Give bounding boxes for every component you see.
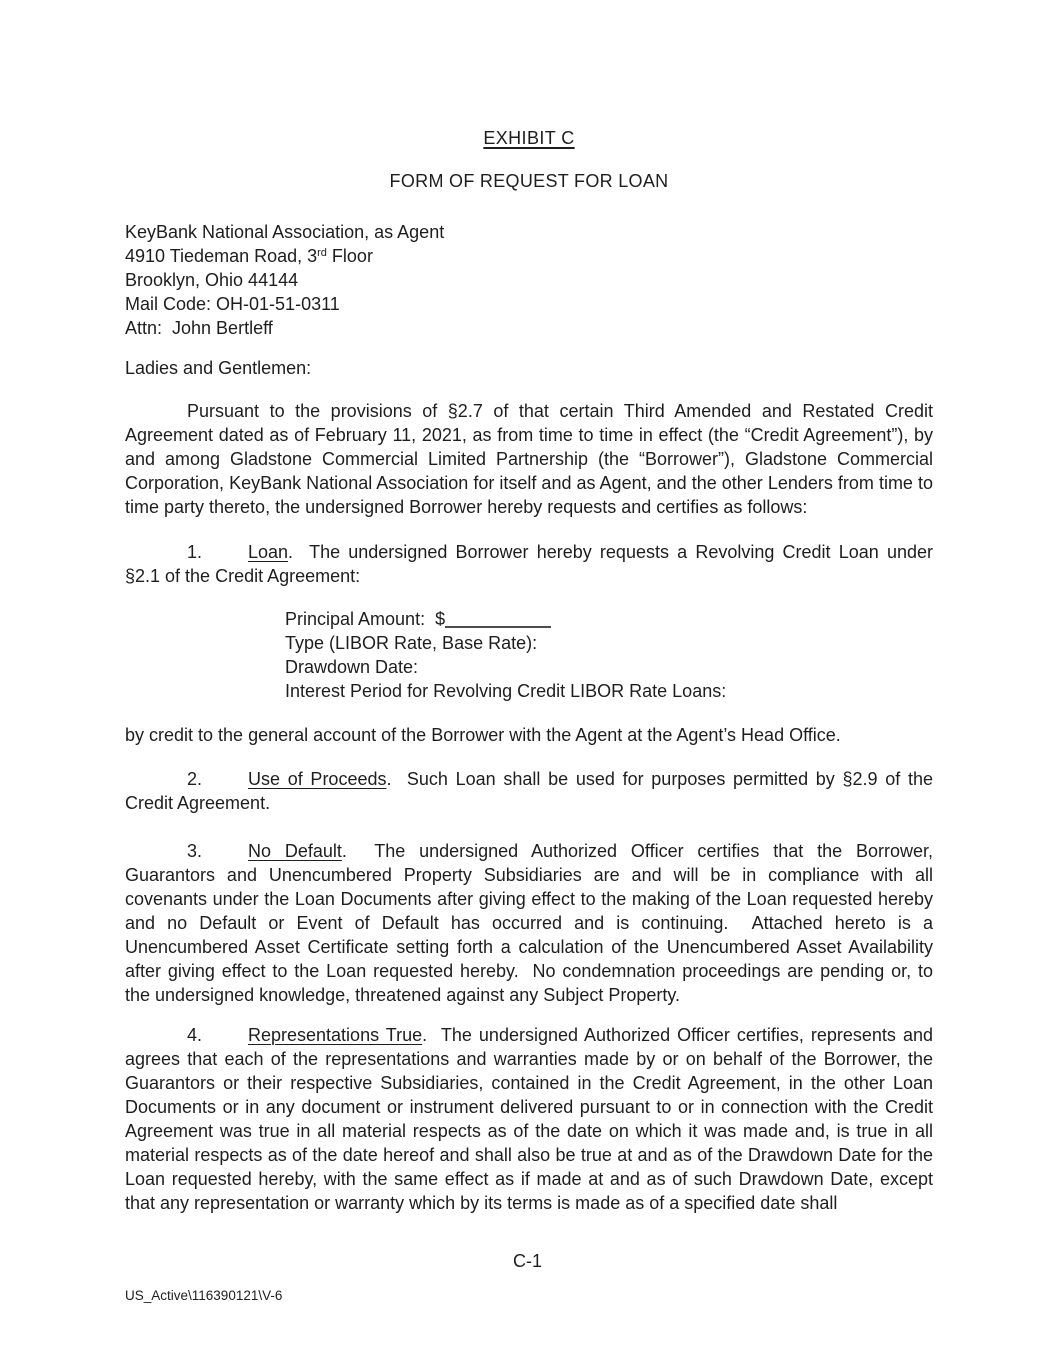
- street-text: 4910 Tiedeman Road, 3: [125, 246, 318, 266]
- paragraph-heading: No Default: [248, 841, 342, 861]
- street-text-after: Floor: [326, 246, 373, 266]
- numbered-paragraph-representations-true: [125, 1023, 939, 1215]
- doc-reference: US_Active\116390121\V-6: [125, 1288, 283, 1303]
- loan-details-block: [285, 607, 933, 703]
- paragraph-body: . Such Loan shall be used for purposes permitted by §2.9 of the Credit Agreement.: [125, 769, 939, 813]
- paragraph-number: 2.: [187, 769, 203, 789]
- drawdown-date-row: Drawdown Date:: [285, 657, 419, 677]
- page-number: C-1: [512, 1251, 542, 1271]
- address-line-mailcode: Mail Code: OH-01-51-0311: [125, 294, 340, 314]
- paragraph-heading: Use of Proceeds: [248, 769, 387, 789]
- exhibit-title: [125, 0, 933, 150]
- credit-note: by credit to the general account of the Borrower with the Agent at the Agent’s Head Office.: [125, 725, 841, 745]
- intro-paragraph: Pursuant to the provisions of §2.7 of that certain Third Amended and Restated Credit Agreement dated as of February 11, 2021, as from time to time in effect (the “Credit Agreement”), by and among Gladstone Commercial Limited Partnership (the “Borrower”), Gladstone Commercial Corporation, KeyBank National Association for itself and as Agent, and the other Lenders from time to time party thereto, the undersigned Borrower hereby requests and certifies as follows:: [125, 401, 939, 517]
- salutation: Ladies and Gentlemen:: [125, 358, 312, 378]
- paragraph-heading: Representations True: [248, 1025, 423, 1045]
- paragraph-heading: Loan: [248, 542, 289, 562]
- paragraph-body: . The undersigned Borrower hereby requests a Revolving Credit Loan under §2.1 of the Credit Agreement:: [125, 542, 939, 586]
- recipient-address: [125, 220, 933, 340]
- document-content: [125, 0, 939, 1215]
- interest-period-row: Interest Period for Revolving Credit LIBOR Rate Loans:: [285, 681, 727, 701]
- paragraph-body: . The undersigned Authorized Officer certifies, represents and agrees that each of the representations and warranties made by or on behalf of the Borrower, the Guarantors or their respective Subsidiaries, contained in the Credit Agreement, in the other Loan Documents or in any document or instrument delivered pursuant to or in connection with the Credit Agreement was true in all material respects as of the date on which it was made and, is true in all material respects as of the date hereof and shall also be true at and as of the Drawdown Date for the Loan requested hereby, with the same effect as if made at and as of such Drawdown Date, except that any representation or warranty which by its terms is made as of a specified date shall: [125, 1025, 939, 1213]
- type-row: Type (LIBOR Rate, Base Rate):: [285, 633, 538, 653]
- address-line-name: KeyBank National Association, as Agent: [125, 222, 445, 242]
- numbered-paragraph-use-of-proceeds: [125, 767, 939, 815]
- numbered-paragraph-no-default: [125, 839, 939, 1007]
- paragraph-number: 3.: [187, 841, 203, 861]
- principal-amount-row: [285, 607, 933, 631]
- address-line-attn: Attn: John Bertleff: [125, 318, 273, 338]
- numbered-paragraph-loan: [125, 540, 939, 588]
- principal-amount-label: Principal Amount: $: [285, 609, 446, 629]
- address-line-street: [125, 244, 933, 268]
- principal-amount-blank: [445, 610, 551, 628]
- ordinal-superscript: rd: [317, 247, 327, 259]
- exhibit-title-text: EXHIBIT C: [483, 128, 575, 148]
- paragraph-body: . The undersigned Authorized Officer certifies that the Borrower, Guarantors and Unencumbered Property Subsidiaries are and will be in compliance with all covenants under the Loan Documents after giving effect to the making of the Loan requested hereby and no Default or Event of Default has occurred and is continuing. Attached hereto is a Unencumbered Asset Certificate setting forth a calculation of the Unencumbered Asset Availability after giving effect to the Loan requested hereby. No condemnation proceedings are pending or, to the undersigned knowledge, threatened against any Subject Property.: [125, 841, 939, 1005]
- address-line-city: Brooklyn, Ohio 44144: [125, 270, 299, 290]
- paragraph-number: 1.: [187, 542, 203, 562]
- form-title: FORM OF REQUEST FOR LOAN: [389, 171, 669, 191]
- paragraph-number: 4.: [187, 1025, 203, 1045]
